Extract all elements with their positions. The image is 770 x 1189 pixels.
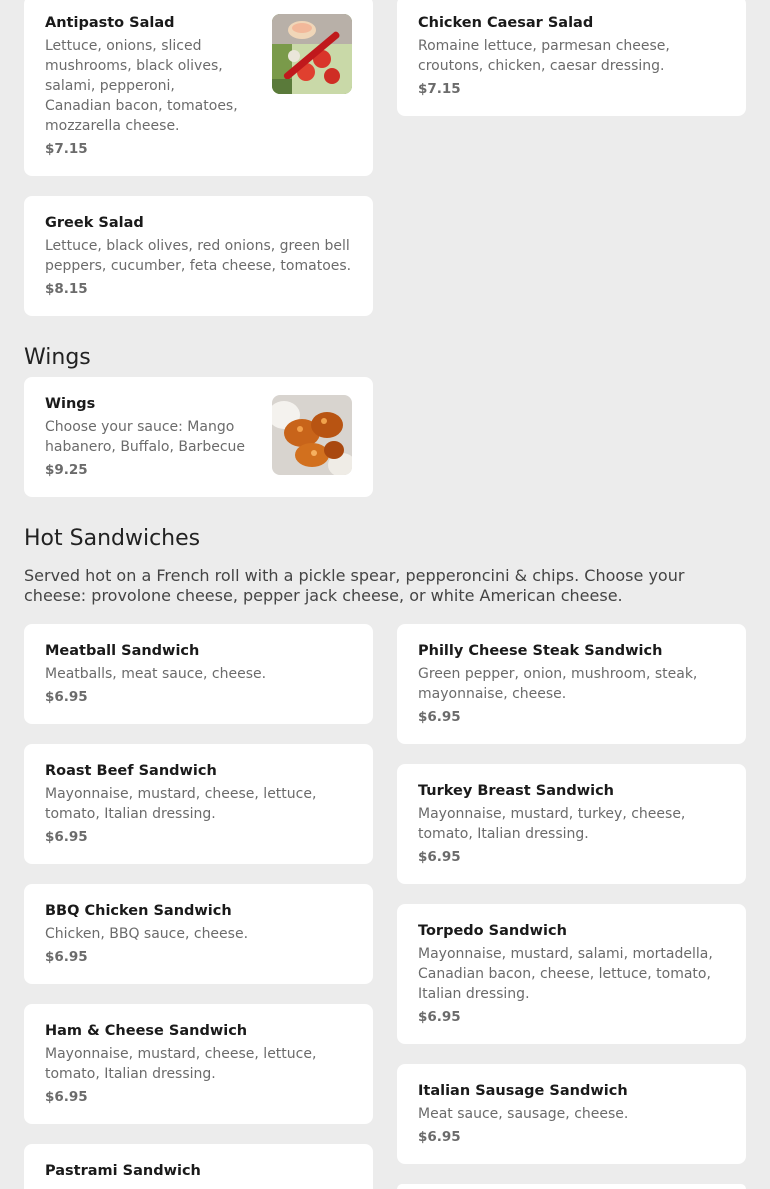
menu-item-ham-cheese-sandwich[interactable]: [24, 1004, 373, 1124]
menu-item-italian-sausage-sandwich[interactable]: [397, 1064, 746, 1164]
item-name: Wings: [45, 396, 96, 412]
section-description: Served hot on a French roll with a pickle spear, pepperoncini & chips. Choose your cheese: provolone cheese, pepper jack cheese, or white American cheese.: [24, 566, 685, 605]
item-price: $6.95: [418, 849, 461, 865]
item-price: $6.95: [45, 949, 88, 965]
menu-item-wings[interactable]: [24, 377, 373, 497]
item-name: Italian Sausage Sandwich: [418, 1083, 628, 1099]
item-price: $6.95: [418, 1129, 461, 1145]
salad-photo-image: [272, 14, 352, 94]
item-name: Meatball Sandwich: [45, 643, 200, 659]
item-name: Antipasto Salad: [45, 15, 175, 31]
menu-item-torpedo-sandwich[interactable]: [397, 904, 746, 1044]
item-price: $8.15: [45, 281, 88, 297]
item-name: Turkey Breast Sandwich: [418, 783, 615, 799]
menu-item-pastrami-sandwich[interactable]: [24, 1144, 373, 1189]
menu-item-antipasto-salad[interactable]: [24, 0, 373, 176]
item-description: Chicken, BBQ sauce, cheese.: [45, 926, 249, 942]
item-name: Philly Cheese Steak Sandwich: [418, 643, 663, 659]
item-price: $6.95: [418, 1009, 461, 1025]
item-price: $6.95: [418, 709, 461, 725]
item-description: Lettuce, onions, sliced mushrooms, black olives, salami, pepperoni, Canadian bacon, tomatoes, mozzarella cheese.: [45, 38, 238, 134]
section-title-hot-sandwiches: Hot Sandwiches: [24, 526, 201, 551]
item-description: Romaine lettuce, parmesan cheese, croutons, chicken, caesar dressing.: [418, 38, 670, 74]
item-description: Mayonnaise, mustard, turkey, cheese, tomato, Italian dressing.: [418, 806, 686, 842]
item-description: Meatballs, meat sauce, cheese.: [45, 666, 267, 682]
menu-item-philly-cheese-steak-sandwich[interactable]: [397, 624, 746, 744]
menu-item-partial[interactable]: [397, 1184, 746, 1189]
item-description: Choose your sauce: Mango habanero, Buffalo, Barbecue: [45, 419, 245, 455]
item-price: $6.95: [45, 1089, 88, 1105]
item-description: Mayonnaise, mustard, cheese, lettuce, tomato, Italian dressing.: [45, 786, 317, 822]
item-name: Roast Beef Sandwich: [45, 763, 217, 779]
menu-item-chicken-caesar-salad[interactable]: [397, 0, 746, 116]
item-name: Torpedo Sandwich: [418, 923, 567, 939]
item-name: Greek Salad: [45, 215, 144, 231]
item-description: Lettuce, black olives, red onions, green bell peppers, cucumber, feta cheese, tomatoes.: [45, 238, 352, 274]
item-description: Green pepper, onion, mushroom, steak, mayonnaise, cheese.: [418, 666, 698, 702]
item-price: $9.25: [45, 462, 88, 478]
item-description: Mayonnaise, mustard, cheese, lettuce, tomato, Italian dressing.: [45, 1046, 317, 1082]
section-title-wings: Wings: [24, 345, 91, 370]
wings-photo-image: [272, 395, 352, 475]
item-description: Meat sauce, sausage, cheese.: [418, 1106, 629, 1122]
item-price: $7.15: [418, 81, 461, 97]
menu-item-roast-beef-sandwich[interactable]: [24, 744, 373, 864]
menu-item-greek-salad[interactable]: [24, 196, 373, 316]
item-name: BBQ Chicken Sandwich: [45, 903, 232, 919]
item-price: $6.95: [45, 689, 88, 705]
menu-item-turkey-breast-sandwich[interactable]: [397, 764, 746, 884]
item-description: Mayonnaise, mustard, salami, mortadella, Canadian bacon, cheese, lettuce, tomato, Italian dressing.: [418, 946, 713, 1002]
item-name: Pastrami Sandwich: [45, 1163, 201, 1179]
item-name: Ham & Cheese Sandwich: [45, 1023, 248, 1039]
item-name: Chicken Caesar Salad: [418, 15, 594, 31]
item-price: $6.95: [45, 829, 88, 845]
menu-item-bbq-chicken-sandwich[interactable]: [24, 884, 373, 984]
item-price: $7.15: [45, 141, 88, 157]
menu-item-meatball-sandwich[interactable]: [24, 624, 373, 724]
